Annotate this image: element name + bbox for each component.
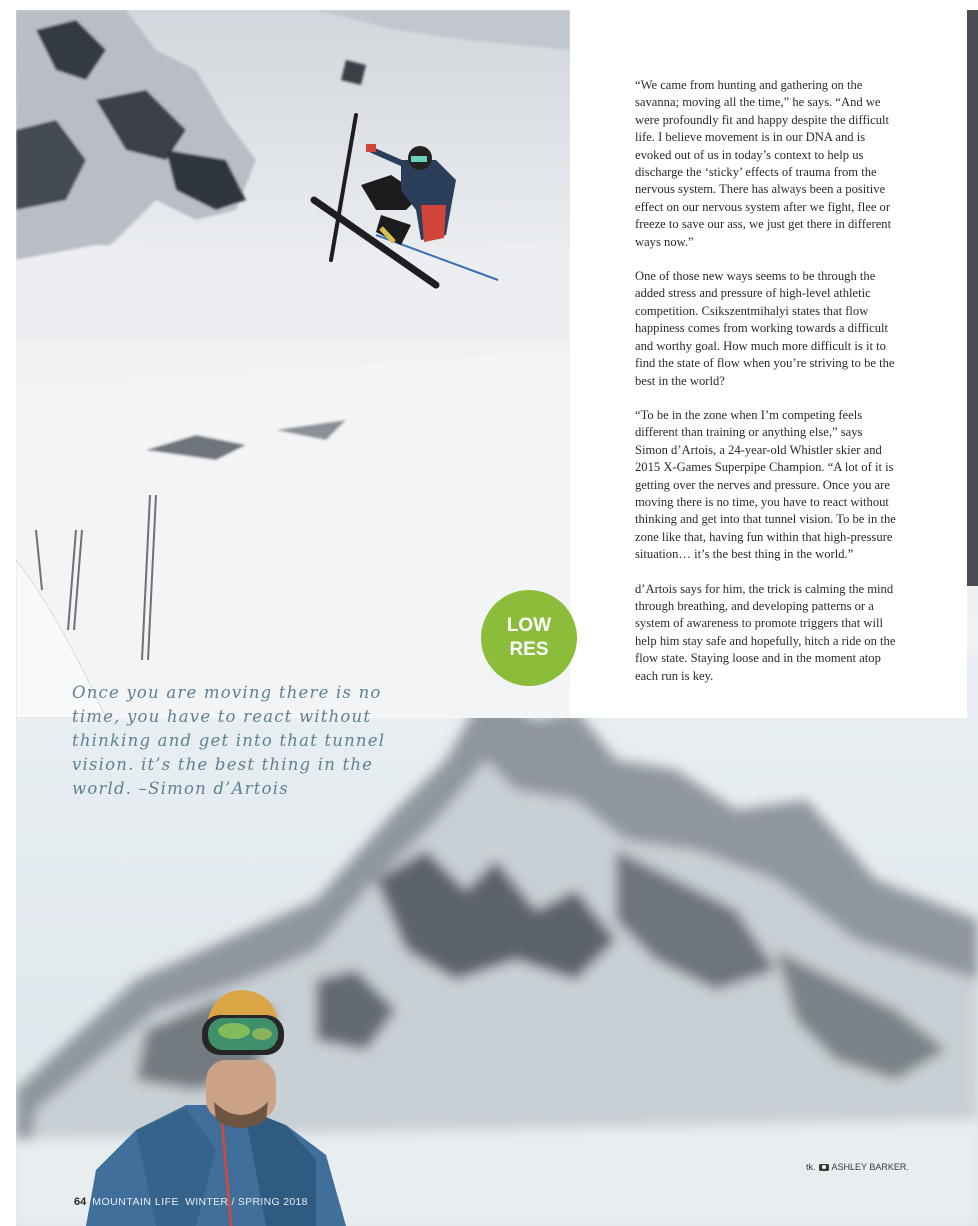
- badge-line-2: RES: [509, 639, 549, 660]
- low-res-badge: [481, 590, 577, 686]
- camera-icon: [819, 1164, 829, 1171]
- article-paragraph-3: “To be in the zone when I’m competing feels different than training or anything else,” says Simon d’Artois, a 24-year-old Whistler skier and 2015 X-Games Superpipe Champion. “A lot of it is getting over the nerves and pressure. Once you are moving there is no time, you have to react without thinking and get into that tunnel vision. To be in the zone like that, having fun within that high-pressure situation… it’s the best thing in the world.”: [635, 407, 896, 562]
- article-body: [635, 77, 897, 702]
- page-number: 64: [74, 1196, 87, 1208]
- article-paragraph-4: d’Artois says for him, the trick is calming the mind through breathing, and developing patterns or a system of awareness to promote triggers that will help him stay safe and hopefully, hitch a ride on the flow state. Staying loose and in the moment atop each run is key.: [635, 581, 896, 683]
- ski-jump-photo: [16, 10, 570, 718]
- pull-quote: Once you are moving there is no time, you have to react without thinking and get into that tunnel vision. it’s the best thing in the world. –Simon d’Artois: [72, 683, 386, 798]
- page-footer: [74, 1196, 308, 1208]
- article-paragraph-2: One of those new ways seems to be through the added stress and pressure of high-level athletic competition. Csikszentmihalyi states that flow happiness comes from working towards a difficult and worthy goal. How much more difficult is it to find the state of flow when you’re striving to be the best in the world?: [635, 269, 895, 388]
- credit-prefix: tk.: [806, 1162, 816, 1172]
- article-paragraph-1: “We came from hunting and gathering on the savanna; moving all the time,” he says. “And we were profoundly fit and happy despite the difficult life. I believe movement is in our DNA and is evoked out of us in today’s context to help us discharge the ‘sticky’ effects of trauma from the nervous system. There has always been a positive effect on our nervous system after we fight, flee or freeze to save our ass, we just get there in different ways now.”: [635, 78, 892, 249]
- viewer-scroll-edge: [967, 10, 978, 586]
- issue-label: WINTER / SPRING 2018: [185, 1196, 308, 1208]
- credit-name: ASHLEY BARKER.: [831, 1162, 909, 1172]
- magazine-name: MOUNTAIN LIFE: [92, 1196, 180, 1208]
- badge-line-1: LOW: [506, 615, 552, 636]
- photo-credit: [806, 1162, 909, 1172]
